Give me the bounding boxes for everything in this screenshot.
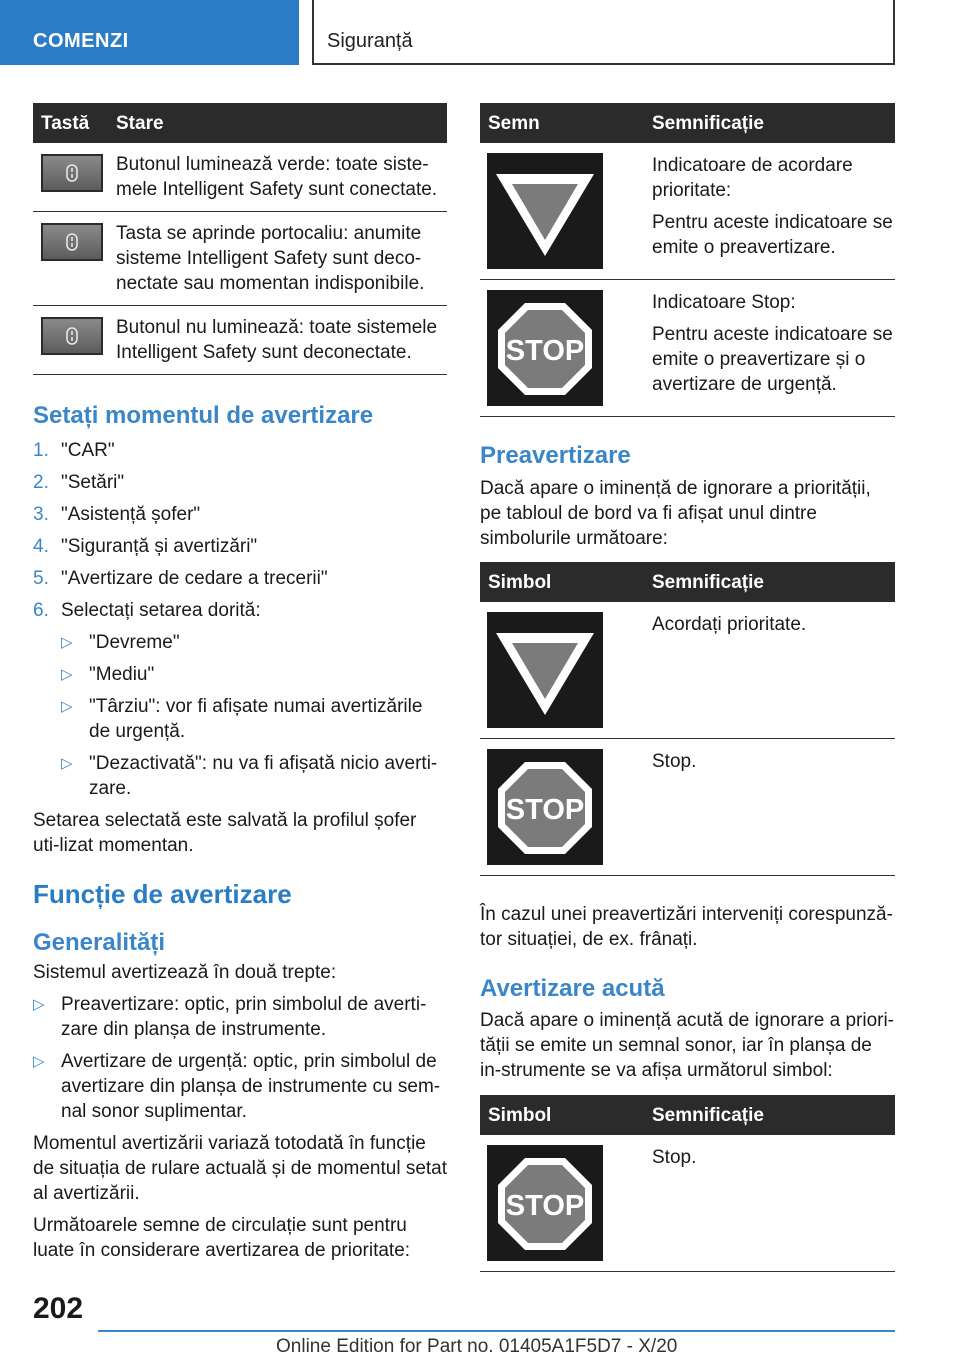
list-item bbox=[33, 566, 447, 591]
triangle-bullet-icon: ▷ bbox=[61, 666, 73, 683]
stop-sign-icon bbox=[487, 1145, 603, 1261]
signs-table-cell: Indicatoare de acordare prioritate: Pentru aceste indicatoare se emite o preavertizare. bbox=[652, 155, 893, 258]
step-text: "Siguranță și avertizări" bbox=[61, 536, 258, 557]
signs-table-cell: Indicatoare Stop: Pentru aceste indicatoare se emite o preavertizare și o avertizare de urgență. bbox=[652, 292, 893, 395]
prewarning-table-cell: Acordați prioritate. bbox=[652, 614, 807, 635]
step-text: "CAR" bbox=[61, 440, 115, 461]
intelligent-safety-button-icon bbox=[41, 154, 103, 192]
triangle-bullet-icon: ▷ bbox=[33, 996, 45, 1013]
signs-table-row bbox=[480, 143, 895, 280]
prewarning-table-header-col1: Simbol bbox=[488, 571, 552, 593]
step-number: 6. bbox=[33, 600, 49, 621]
section-title: Siguranță bbox=[327, 30, 413, 52]
signs-table-row bbox=[480, 280, 895, 417]
list-item: ▷ "Devreme" bbox=[61, 632, 180, 653]
page-number: 202 bbox=[33, 1292, 84, 1325]
step-text: Selectați setarea dorită: bbox=[61, 600, 261, 621]
general-heading: Generalități bbox=[33, 929, 166, 956]
prewarning-table-header bbox=[480, 562, 895, 602]
step-number: 2. bbox=[33, 472, 49, 493]
signs-table-header-col1: Semn bbox=[488, 112, 540, 134]
prewarning-table-row bbox=[480, 602, 895, 739]
stop-sign-icon bbox=[487, 290, 603, 406]
key-table bbox=[33, 103, 447, 375]
yield-sign-icon bbox=[487, 153, 603, 269]
prewarning-heading: Preavertizare bbox=[480, 442, 631, 469]
list-item: ▷ "Dezactivată": nu va fi afișată nicio averti-zare. bbox=[61, 753, 438, 799]
prewarning-table-header-col2: Semnificație bbox=[652, 571, 764, 593]
svg-text:STOP: STOP bbox=[505, 1190, 585, 1222]
prewarning-table-cell: Stop. bbox=[652, 751, 697, 772]
prewarning-table-row bbox=[480, 739, 895, 876]
intelligent-safety-button-icon bbox=[41, 317, 103, 355]
triangle-bullet-icon: ▷ bbox=[61, 755, 73, 772]
right-column bbox=[480, 103, 895, 1272]
key-table-cell: Butonul luminează verde: toate siste-mele Intelligent Safety sunt conectate. bbox=[116, 154, 438, 200]
stop-sign-icon bbox=[487, 749, 603, 865]
warning-time-heading: Setați momentul de avertizare bbox=[33, 402, 374, 429]
acute-table-header-col2: Semnificație bbox=[652, 1104, 764, 1126]
prewarning-text: Dacă apare o iminență de ignorare a priorității, pe tabloul de bord va fi afișat unul dintre simbolurile următoare: bbox=[480, 478, 871, 549]
list-item: ▷ Avertizare de urgență: optic, prin simbolul de avertizare din planșa de instrumente cu sem-nal sonor suplimentar. bbox=[33, 1051, 441, 1122]
paragraph: Următoarele semne de circulație sunt pentru luate în considerare avertizarea de prioritate: bbox=[33, 1215, 411, 1261]
acute-table bbox=[480, 1095, 895, 1272]
intro-text: Sistemul avertizează în două trepte: bbox=[33, 962, 337, 983]
step-text: "Avertizare de cedare a trecerii" bbox=[61, 568, 328, 589]
step-number: 1. bbox=[33, 440, 49, 461]
steps-list bbox=[33, 438, 447, 623]
svg-text:STOP: STOP bbox=[505, 335, 585, 367]
footer-edition: Online Edition for Part no. 01405A1F5D7 - X/20 bbox=[276, 1336, 678, 1357]
paragraph: Momentul avertizării variază totodată în funcție de situația de rulare actuală și de momentul setat al avertizării. bbox=[33, 1133, 448, 1204]
list-item: ▷ "Mediu" bbox=[61, 664, 155, 685]
key-table-header-col2: Stare bbox=[116, 112, 164, 134]
list-item bbox=[33, 502, 447, 527]
acute-text: Dacă apare o iminență acută de ignorare a priori-tății se emite un semnal sonor, iar în planșa de in-strumente se va afișa următorul simbol: bbox=[480, 1010, 895, 1081]
triangle-bullet-icon: ▷ bbox=[61, 634, 73, 651]
section-header bbox=[312, 0, 895, 65]
warning-function-heading: Funcție de avertizare bbox=[33, 879, 292, 909]
triangle-bullet-icon: ▷ bbox=[33, 1053, 45, 1070]
list-item: ▷ "Târziu": vor fi afișate numai avertizările de urgență. bbox=[61, 696, 423, 742]
key-table-cell: Tasta se aprinde portocaliu: anumite sisteme Intelligent Safety sunt deco-nectate sau momentan indisponibile. bbox=[116, 223, 425, 294]
key-table-header-col1: Tastă bbox=[41, 112, 90, 134]
signs-table-header-col2: Semnificație bbox=[652, 112, 764, 134]
left-column bbox=[33, 103, 447, 1263]
list-item bbox=[33, 470, 447, 495]
list-item bbox=[33, 534, 447, 559]
list-item bbox=[33, 598, 447, 623]
list-item bbox=[33, 438, 447, 463]
acute-heading: Avertizare acută bbox=[480, 975, 665, 1002]
chapter-tab bbox=[0, 0, 299, 65]
footer-divider bbox=[98, 1330, 895, 1332]
signs-table bbox=[480, 103, 895, 417]
key-table-row bbox=[33, 306, 447, 375]
signs-table-header bbox=[480, 103, 895, 143]
stages-list bbox=[33, 992, 447, 1124]
step-text: "Setări" bbox=[61, 472, 125, 493]
acute-table-row bbox=[480, 1135, 895, 1272]
svg-text:STOP: STOP bbox=[505, 794, 585, 826]
triangle-bullet-icon: ▷ bbox=[61, 698, 73, 715]
prewarning-after-text: În cazul unei preavertizări interveniți corespunză-tor situației, de ex. frânați. bbox=[480, 904, 893, 950]
key-table-row bbox=[33, 212, 447, 306]
step-number: 4. bbox=[33, 536, 49, 557]
key-table-row bbox=[33, 143, 447, 212]
acute-table-cell: Stop. bbox=[652, 1147, 697, 1168]
list-item: ▷ Preavertizare: optic, prin simbolul de averti-zare din planșa de instrumente. bbox=[33, 994, 427, 1040]
key-table-cell: Butonul nu luminează: toate sistemele Intelligent Safety sunt deconectate. bbox=[116, 317, 438, 363]
acute-table-header-col1: Simbol bbox=[488, 1104, 552, 1126]
step-number: 3. bbox=[33, 504, 49, 525]
acute-table-header bbox=[480, 1095, 895, 1135]
step-text: "Asistență șofer" bbox=[61, 504, 201, 525]
options-list bbox=[33, 630, 447, 801]
yield-sign-icon bbox=[487, 612, 603, 728]
prewarning-table bbox=[480, 562, 895, 876]
intelligent-safety-button-icon bbox=[41, 223, 103, 261]
key-table-header bbox=[33, 103, 447, 143]
step-number: 5. bbox=[33, 568, 49, 589]
setting-note: Setarea selectată este salvată la profilul șofer uti-lizat momentan. bbox=[33, 810, 417, 856]
chapter-label: COMENZI bbox=[33, 30, 129, 52]
